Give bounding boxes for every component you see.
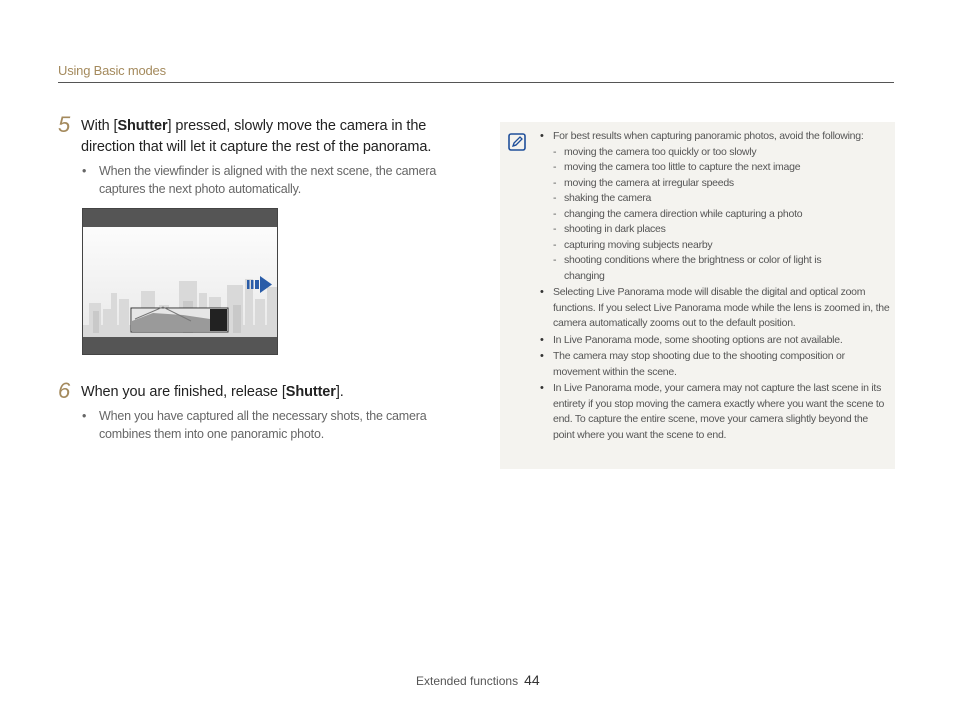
note-list	[540, 129, 890, 444]
step-instruction	[81, 116, 458, 158]
note-subitem: - shaking the camera	[540, 191, 890, 207]
step-6	[58, 378, 458, 443]
note-item: • In Live Panorama mode, your camera may not capture the last scene in its entirety if you stop moving the camera exactly where you want the scene to end. To capture the entire scene, move your camera slightly beyond the point where you want the scene to end.	[540, 381, 890, 443]
shutter-key-label: Shutter	[285, 384, 336, 400]
note-subitem: - shooting in dark places	[540, 222, 890, 238]
top-bar	[83, 209, 278, 227]
step-5	[58, 112, 458, 198]
instruction-text: ] pressed, slowly move the camera in the direction that will let it capture the rest of the panorama.	[81, 118, 432, 155]
note-subitem: - shooting conditions where the brightness or color of light is changing	[540, 253, 890, 284]
step-instruction	[81, 382, 458, 403]
page-number: 44	[524, 672, 540, 688]
step-number: 6	[58, 378, 71, 403]
instruction-text: When you are finished, release [	[81, 384, 286, 400]
step-number: 5	[58, 112, 71, 137]
note-item-text: • For best results when capturing panoramic photos, avoid the following:	[553, 130, 864, 142]
footer-section: Extended functions	[416, 674, 519, 688]
note-pencil-icon	[508, 133, 526, 151]
step-bullet: • When the viewfinder is aligned with the next scene, the camera captures the next photo automatically.	[82, 162, 458, 198]
note-box	[500, 122, 895, 469]
page-footer	[416, 672, 540, 688]
instruction-text: With [	[81, 118, 118, 134]
note-subitem: - moving the camera too quickly or too slowly	[540, 145, 890, 161]
note-item: • In Live Panorama mode, some shooting options are not available.	[540, 333, 890, 349]
bottom-bar	[83, 337, 278, 355]
note-subitem: - capturing moving subjects nearby	[540, 238, 890, 254]
step-bullet: • When you have captured all the necessary shots, the camera combines them into one panoramic photo.	[82, 407, 458, 443]
page-header	[58, 62, 894, 83]
instruction-text: ].	[335, 384, 344, 400]
panorama-scene	[83, 209, 278, 355]
note-subitem: - moving the camera too little to capture the next image	[540, 160, 890, 176]
note-subitem: - moving the camera at irregular speeds	[540, 176, 890, 192]
note-subitem: - changing the camera direction while capturing a photo	[540, 207, 890, 223]
note-item: • The camera may stop shooting due to the shooting composition or movement within the scene.	[540, 349, 890, 380]
section-title: Using Basic modes	[58, 63, 166, 78]
capture-progress-strip	[131, 307, 228, 332]
camera-screen-illustration	[82, 208, 278, 355]
note-item: • Selecting Live Panorama mode will disable the digital and optical zoom functions. If you select Live Panorama mode while the lens is zoomed in, the camera automatically zooms out to the default position.	[540, 285, 890, 332]
shutter-key-label: Shutter	[117, 118, 168, 134]
note-item	[540, 129, 890, 284]
